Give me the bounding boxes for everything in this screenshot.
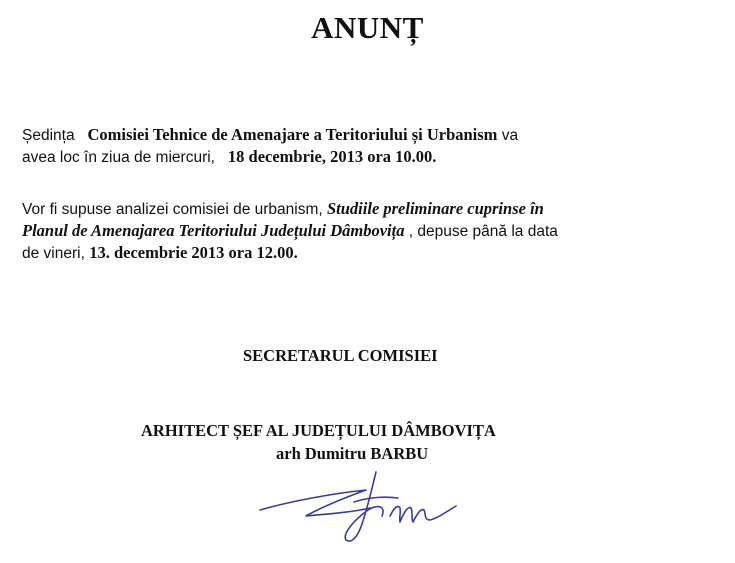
studies-title-part1: Studiile preliminare cuprinse în xyxy=(327,199,544,218)
handwritten-signature xyxy=(258,468,468,548)
agenda-paragraph xyxy=(22,198,718,264)
meeting-day-text: avea loc în ziua de miercuri, xyxy=(22,149,215,166)
paragraph2-line1 xyxy=(22,198,718,220)
meeting-label: Ședința xyxy=(22,127,75,144)
signatory-role: ARHITECT ȘEF AL JUDEȚULUI DÂMBOVIȚA xyxy=(141,421,496,440)
submission-deadline: 13. decembrie 2013 ora 12.00. xyxy=(89,243,298,262)
meeting-announcement-paragraph xyxy=(22,124,718,168)
submission-text: , depuse până la data xyxy=(408,223,558,240)
signature-strokes xyxy=(260,472,456,541)
commission-name: Comisiei Tehnice de Amenajare a Teritoriului și Urbanism xyxy=(87,125,498,144)
agenda-intro: Vor fi supuse analizei comisiei de urbanism, xyxy=(22,201,323,218)
document-title: ANUNȚ xyxy=(311,10,424,45)
paragraph2-line2 xyxy=(22,220,718,242)
submission-day-text: de vineri, xyxy=(22,245,85,262)
paragraph2-line3 xyxy=(22,242,718,264)
paragraph1-line2 xyxy=(22,146,718,168)
secretary-title: SECRETARUL COMISIEI xyxy=(243,346,438,365)
signatory-name: arh Dumitru BARBU xyxy=(276,444,429,463)
continuation-word: va xyxy=(501,127,519,144)
studies-title-part2: Planul de Amenajarea Teritoriului Județului Dâmbovița xyxy=(22,221,405,240)
paragraph1-line1 xyxy=(22,124,718,146)
meeting-date: 18 decembrie, 2013 ora 10.00. xyxy=(227,147,437,166)
